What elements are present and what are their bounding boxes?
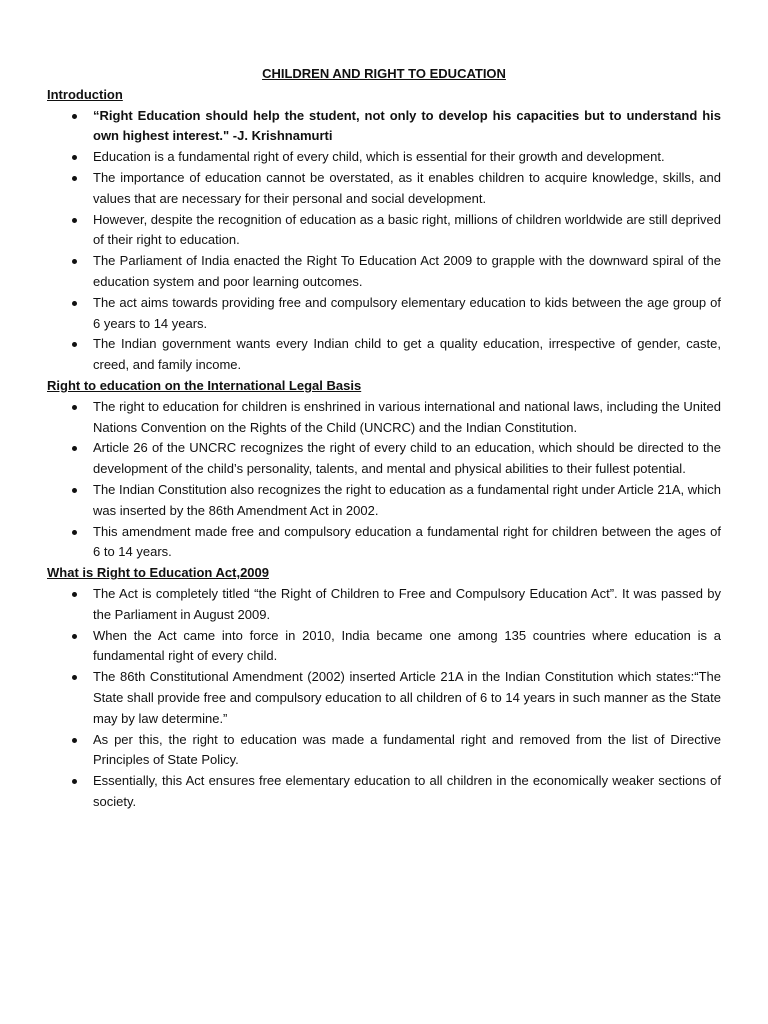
document-title: CHILDREN AND RIGHT TO EDUCATION	[262, 66, 506, 81]
list-item	[47, 293, 721, 335]
list-item	[47, 106, 721, 148]
list-item-text: The Indian Constitution also recognizes the right to education as a fundamental right under Article 21A, which was inserted by the 86th Amendment Act in 2002.	[93, 481, 721, 518]
bullet-icon	[72, 301, 77, 306]
bullet-icon	[72, 218, 77, 223]
list-item-text: Essentially, this Act ensures free elementary education to all children in the economically weaker sections of society.	[93, 773, 721, 809]
list-item-text: The act aims towards providing free and compulsory elementary education to kids between the age group of 6 years to 14 years.	[93, 294, 721, 331]
bullet-icon	[72, 779, 77, 784]
list-item	[47, 480, 721, 522]
bullet-icon	[72, 675, 77, 680]
bullet-list-introduction	[47, 106, 721, 376]
list-item-text: The importance of education cannot be overstated, as it enables children to acquire knowledge, skills, and values that are necessary for their personal and social development.	[93, 169, 721, 206]
bullet-icon	[72, 530, 77, 535]
bullet-icon	[72, 592, 77, 597]
list-item	[47, 210, 721, 252]
bullet-icon	[72, 259, 77, 264]
list-item-text: This amendment made free and compulsory education a fundamental right for children between the ages of 6 to 14 years.	[93, 523, 721, 560]
list-item	[47, 334, 721, 376]
list-item	[47, 522, 721, 564]
list-item-text: The Indian government wants every Indian child to get a quality education, irrespective of gender, caste, creed, and family income.	[93, 336, 721, 373]
section-heading-international-legal-basis: Right to education on the International Legal Basis	[47, 377, 362, 393]
quote-text: “Right Education should help the student, not only to develop his capacities but to understand his own highest interest." -J. Krishnamurti	[93, 107, 721, 144]
section-heading-introduction: Introduction	[47, 86, 123, 102]
list-item	[47, 584, 721, 626]
section-heading-rte-act: What is Right to Education Act,2009	[47, 565, 269, 581]
bullet-icon	[72, 405, 77, 410]
list-item-text: Education is a fundamental right of every child, which is essential for their growth and development.	[93, 149, 665, 165]
list-item-text: Article 26 of the UNCRC recognizes the right of every child to an education, which should be directed to the development of the child’s personality, talents, and mental and physical abilities to their fullest potential.	[93, 440, 721, 477]
bullet-list-international-legal-basis	[47, 397, 721, 563]
list-item-text: As per this, the right to education was made a fundamental right and removed from the list of Directive Principles of State Policy.	[93, 731, 721, 768]
bullet-icon	[72, 446, 77, 451]
list-item-text: The Parliament of India enacted the Right To Education Act 2009 to grapple with the downward spiral of the education system and poor learning outcomes.	[93, 253, 721, 289]
bullet-icon	[72, 176, 77, 181]
bullet-icon	[72, 488, 77, 493]
list-item	[47, 438, 721, 480]
list-item-text: The 86th Constitutional Amendment (2002) inserted Article 21A in the Indian Constitution which states:“The State shall provide free and compulsory education to all children of 6 to 14 years in such manner as the State may by law determine.”	[93, 669, 721, 726]
list-item-text: The Act is completely titled “the Right of Children to Free and Compulsory Education Act”. It was passed by the Parliament in August 2009.	[93, 585, 721, 622]
bullet-icon	[72, 738, 77, 743]
list-item-text: However, despite the recognition of education as a basic right, millions of children worldwide are still deprived of their right to education.	[93, 211, 721, 248]
list-item-text: When the Act came into force in 2010, India became one among 135 countries where education is a fundamental right of every child.	[93, 627, 721, 664]
list-item-text: The right to education for children is enshrined in various international and national laws, including the United Nations Convention on the Rights of the Child (UNCRC) and the Indian Constitution.	[93, 398, 721, 435]
list-item	[47, 147, 721, 168]
bullet-icon	[72, 342, 77, 347]
list-item	[47, 626, 721, 668]
list-item	[47, 397, 721, 439]
bullet-list-rte-act	[47, 584, 721, 813]
list-item	[47, 771, 721, 813]
bullet-icon	[72, 114, 77, 119]
bullet-icon	[72, 155, 77, 160]
document-page	[47, 64, 721, 813]
list-item	[47, 168, 721, 210]
list-item	[47, 730, 721, 772]
list-item	[47, 667, 721, 729]
bullet-icon	[72, 634, 77, 639]
list-item	[47, 251, 721, 293]
